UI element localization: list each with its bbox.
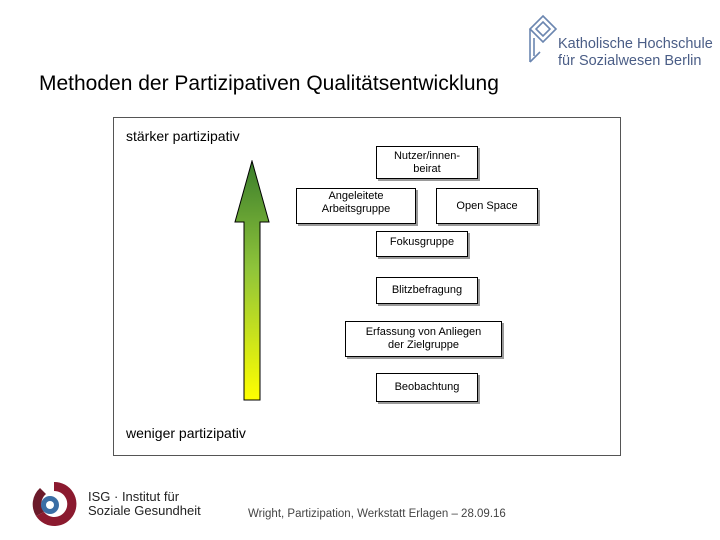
bottom-label: weniger partizipativ (126, 425, 246, 441)
top-label: stärker partizipativ (126, 128, 240, 144)
method-box-arbeitsgruppe (296, 188, 416, 224)
method-box-line: Beobachtung (394, 381, 460, 393)
method-box-line: der Zielgruppe (388, 339, 459, 351)
page-title: Methoden der Partizipativen Qualitätsentwicklung (39, 72, 499, 95)
isg-logo-text (88, 490, 201, 518)
footer-citation: Wright, Partizipation, Werkstatt Erlagen – 28.09.16 (248, 508, 506, 520)
diagram-panel (113, 117, 621, 456)
method-box-erfassung (345, 321, 502, 357)
method-box-open-space (436, 188, 538, 224)
method-box-nutzerbeirat (376, 146, 478, 179)
method-box-line: Open Space (456, 199, 518, 212)
khsb-logo (528, 14, 718, 70)
method-box-line: Angeleitete (328, 190, 384, 202)
institution-name-line2: für Sozialwesen Berlin (558, 53, 702, 69)
method-box-fokusgruppe (376, 231, 468, 257)
method-box-line: Nutzer/innen- (393, 149, 461, 162)
isg-line1: ISG · Institut für (88, 489, 180, 504)
method-box-line: Fokusgruppe (389, 235, 455, 248)
method-box-line: Erfassung von Anliegen (365, 326, 482, 338)
participation-arrow (232, 160, 272, 402)
isg-line2: Soziale Gesundheit (88, 503, 201, 518)
institution-name-line1: Katholische Hochschule (558, 36, 713, 52)
isg-logo-icon (30, 480, 78, 528)
method-box-line: beirat (413, 162, 441, 175)
method-box-line: Blitzbefragung (391, 284, 463, 296)
method-box-blitzbefragung (376, 277, 478, 304)
method-box-beobachtung (376, 373, 478, 402)
method-box-line: Arbeitsgruppe (321, 203, 391, 215)
khsb-emblem-icon (528, 14, 558, 64)
